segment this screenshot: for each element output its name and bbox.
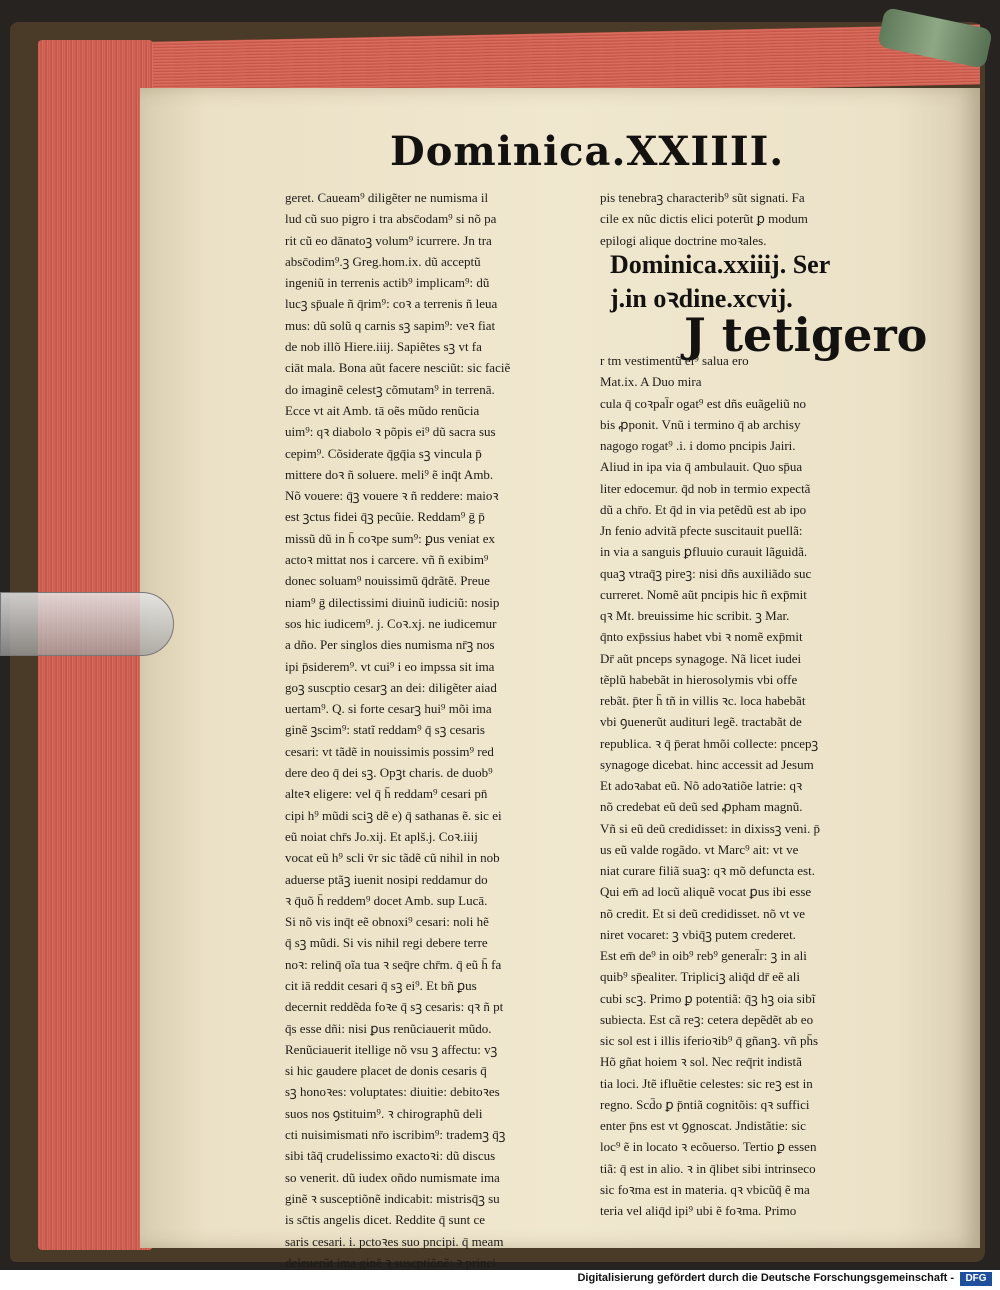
text-line: cubi scꝫ. Primo ꝑ potentiã: q̄ꝫ hꝫ oia sibĩ [600,990,816,1006]
text-line: nõ credit. Et si deũ credidisset. nõ vt ve [600,905,806,921]
dfg-logo: DFG [960,1272,992,1286]
text-line: sic sol est i illis iferioꝛib⁹ q̄ gñanꝫ. vñ ph̄s [600,1033,819,1048]
text-line: republica. ꝛ q̄ p̄erat hmõi collecte: pncepꝫ [600,735,819,751]
text-line: cipi h⁹ mũdi sciꝫ dẽ e) q̄ sathanas ẽ. sic ei [285,807,502,823]
text-line: rebãt. p̄ter h̄ tñ in villis ꝛc. loca habebãt [600,693,806,708]
text-line: saris cesari. i. pctoꝛes suo pncipi. q̄ meam [285,1233,504,1249]
initial-heading: J tetigero [684,308,928,362]
text-line: ciāt mala. Bona aũt facere nesciũt: sic faciẽ [285,360,511,376]
text-line: q̄nto exp̄ssius habet vbi ꝛ nomẽ exp̄mit [600,629,803,645]
text-line: sos hic iudicem⁹. j. Coꝛ.xj. ne iudicemur [285,615,497,631]
text-line: uertam⁹. Q. si forte cesarꝫ hui⁹ mõi ima [285,701,492,717]
text-line: vbi ꝯuenerũt audituri legẽ. tractabãt de [600,714,802,730]
text-line: bis ꝓponit. Vnũ i termino q̄ ab archisy [600,416,801,432]
text-line: ginẽ ꝫscim⁹: statĩ reddam⁹ q̄ sꝫ cesaris [285,722,485,738]
text-line: lud cũ suo pigro i tra absc̄odam⁹ si nõ pa [285,211,497,227]
section-title-line: Dominica.xxiiij. Ser [610,250,831,279]
text-line: us eũ valde rogãdo. vt Marc⁹ ait: vt ve [600,841,799,857]
text-line: dũ a chr̄o. Et q̄d in via petẽdũ est ab ipo [600,501,807,517]
text-line: niam⁹ ḡ dilectissimi diuinũ iudiciũ: nosip [285,594,500,610]
section-title [610,248,890,316]
text-line: Qui em̄ ad locũ aliquẽ vocat ꝑus ibi esse [600,884,812,900]
text-line: quib⁹ sp̄ealiter. Tripliciꝫ aliq̄d dr̄ eẽ ali [600,969,801,985]
right-column-top [600,187,890,251]
text-line: Aliud in ipa via q̄ ambulauit. Quo sp̄ua [600,459,803,475]
text-line: alteꝛ eligere: vel q̄ h̄ reddam⁹ cesari pn̄ [285,786,488,802]
text-line: a dño. Per singlos dies numisma nr̄ꝫ nos [285,637,495,653]
text-line: tia loci. Jtẽ ifluẽtie celestes: sic reꝫ est in [600,1075,813,1091]
text-line: si hic gaudere placet de donis cesaris q̄ [285,1063,487,1079]
text-line: noꝛ: relinq̄ oĩa tua ꝛ seq̄re chr̄m. q̄ eũ h̄ fa [285,956,502,972]
text-line: aduerse ptãꝫ iuenit nosipi reddamur do [285,871,488,887]
text-line: geret. Caueam⁹ diligẽter ne numisma il [285,190,489,205]
text-line: niret vocaret: ꝫ vbiq̄ꝫ putem crederet. [600,926,796,942]
footer-credit: Digitalisierung gefördert durch die Deutsche Forschungsgemeinschaft - [577,1272,954,1284]
text-line: sic foꝛma est in materia. qꝛ vbicũq̄ ẽ ma [600,1181,810,1197]
text-line: curreret. Nomẽ aũt pncipis hic ñ exp̄mit [600,586,807,602]
text-line: niat curare filiã suaꝫ: qꝛ mõ defuncta est. [600,863,815,878]
text-line: teria vel aliq̄d ipi⁹ ubi ẽ foꝛma. Primo [600,1203,797,1218]
text-line: mittere doꝛ ñ soluere. meli⁹ ẽ inq̄t Amb. [285,466,494,482]
text-line: decernit reddẽda foꝛe q̄ sꝫ cesaris: qꝛ ñ pt [285,999,504,1015]
text-line: Hõ gñat hoiem ꝛ sol. Nec req̄rit indistã [600,1054,802,1070]
text-line: vocat eũ h⁹ scli v̄r sic tãdẽ cũ nihil in nob [285,850,500,866]
text-line: q̄s esse dñi: nisi ꝑus renũciauerit mũdo. [285,1020,492,1036]
text-line: pis tenebraꝫ characterib⁹ sũt signati. Fa [600,190,805,205]
text-line: dere deo q̄ dei sꝫ. Opꝫt charis. de duob⁹ [285,765,493,781]
text-line: Et adoꝛabat eũ. Nõ adoꝛatiõe latrie: qꝛ [600,778,803,793]
text-line: Renũciauerit itellige nõ vsu ꝫ affectu: vꝫ [285,1041,498,1057]
text-line: absc̄odim⁹.ꝫ Greg.hom.ix. dũ acceptũ [285,253,481,269]
text-line: is sc̄tis angelis dicet. Reddite q̄ sunt ce [285,1212,486,1228]
text-line: Est em̄ de⁹ in oib⁹ reb⁹ general̄r: ꝫ in ali [600,948,807,963]
text-line: ipi p̄siderem⁹. vt cui⁹ i eo impssa sit ima [285,658,495,674]
text-line: ꝛ q̄uõ h̄ reddem⁹ docet Amb. sup Lucā. [285,892,488,908]
text-line: eũ noiat chr̄s Jo.xij. Et aplš.j. Coꝛ.iiij [285,828,478,844]
text-line: lucꝫ sp̄uale ñ q̄rim⁹: coꝛ a terrenis ñ leua [285,296,498,312]
text-line: cti nuisimismati nr̄o iscribim⁹: trademꝫ q̄ꝫ [285,1127,506,1143]
text-line: de nob illõ Hiere.iiij. Sapiẽtes sꝫ vt fa [285,339,482,355]
text-line: goꝫ suscptio cesarꝫ an dei: diligẽter aiad [285,679,497,695]
text-line: q̄ sꝫ mũdi. Si vis nihil regi debere terre [285,935,488,951]
text-line: loc⁹ ẽ in locato ꝛ ecõuerso. Tertio ꝑ essen [600,1139,817,1155]
text-line: rit cũ eo dānatoꝫ volum⁹ icurrere. Jn tra [285,232,492,248]
text-line: liter edocemur. q̄d nob in termio expectã [600,480,811,496]
text-line: so venerit. dũ iudex oñdo numismate ima [285,1169,500,1185]
text-line: Si nõ vis inq̄t eẽ obnoxi⁹ cesari: noli hẽ [285,914,489,930]
text-line: nagogo rogat⁹ .i. i domo pncipis Jairi. [600,438,796,453]
text-line: epilogi alique doctrine moꝛales. [600,232,767,248]
text-line: ingeniũ in terrenis actib⁹ implicam⁹: dũ [285,275,490,291]
text-line: Dr̄ aũt pnceps synagoge. Nã licet iudei [600,650,802,666]
text-line: tiã: q̄ est in alio. ꝛ in q̄libet sibi intrinseco [600,1160,816,1176]
text-line: ginẽ ꝛ susceptiõnẽ indicabit: mistrisq̄ꝫ su [285,1190,500,1206]
text-line: Vñ si eũ deũ credidisset: in dixissꝫ veni. p̄ [600,820,821,836]
text-line: enter p̄ns est vt ꝯgnoscat. Jndistãtie: sic [600,1118,806,1133]
text-line: quaꝫ vtraq̄ꝫ pireꝫ: nisi dñs auxiliãdo suc [600,565,812,581]
text-line: synagoge dicebat. hinc accessit ad Jesum [600,756,814,772]
text-line: cula q̄ coꝛpal̄r ogat⁹ est dñs euãgeliũ no [600,395,806,411]
text-line: cepim⁹. Cõsiderate q̄gq̄ia sꝫ vincula p̄ [285,445,482,461]
text-line: suos nos ꝯstituim⁹. ꝛ chirographũ deli [285,1105,483,1121]
text-line: qꝛ Mt. breuissime hic scribit. ꝫ Mar. [600,608,790,623]
text-line: est ꝫctus fidei q̄ꝫ pecũie. Reddam⁹ ḡ p̄ [285,509,485,525]
right-column-body [600,350,890,1221]
text-line: missũ dũ in h̄ coꝛpe sum⁹: ꝑus veniat ex [285,530,496,546]
text-line: tẽplũ habebãt in hierosolymis vbi offe [600,671,798,687]
text-line: regno. Scd̄o ꝑ p̄ntiã cognitõis: qꝛ suffici [600,1096,810,1112]
text-line: in via a sanguis ꝑfluuio curauit lãguidã. [600,544,808,560]
text-line: r tm vestimentũ ei⁹ salua ero [600,353,749,368]
text-line: do imaginẽ celestꝫ cõmutam⁹ in terrenā. [285,381,495,397]
page-header-title: Dominica.XXIIII. [390,128,785,175]
text-line: Ecce vt ait Amb. tā oẽs mũdo renũcia [285,402,480,418]
text-line: nõ credebat eũ deũ sed ꝓpham magnũ. [600,799,803,815]
text-line: sibi tãq̄ crudelissimo exactoꝛi: dũ discus [285,1148,496,1164]
text-line: Mat.ix. A Duo mira [600,374,702,390]
text-line: deleuerũt ima ginẽ ꝛ suscptiõnẽ: ꝛ princi [285,1254,496,1270]
text-line: subiecta. Est cã reꝫ: cetera depẽdẽt ab eo [600,1011,814,1027]
text-line: Jn fenio advitã pfecte suscitauit puellã: [600,523,803,538]
text-line: actoꝛ mittat nos i carcere. vñ ñ exibim⁹ [285,552,489,568]
text-line: cit iā reddit cesari q̄ sꝫ ei⁹. Et bñ ꝑus [285,977,477,993]
text-line: donec soluam⁹ nouissimũ q̄drãtẽ. Preue [285,573,490,589]
left-column [285,187,585,1273]
section-title-line: j.in oꝛdine.xcvij. [610,284,793,313]
text-line: cile ex nũc dictis elici poterũt ꝑ modum [600,211,808,227]
text-line: sꝫ honoꝛes: voluptates: diuitie: debitoꝛes [285,1084,500,1100]
text-line: cesari: vt tãdẽ in nouissimis possim⁹ red [285,743,494,759]
text-line: uim⁹: qꝛ diabolo ꝛ põpis ei⁹ dũ sacra sus [285,424,496,440]
text-line: mus: dũ solũ q carnis sꝫ sapim⁹: veꝛ fiat [285,317,496,333]
page-holder-pointer [0,592,174,656]
text-line: Nõ vouere: q̄ꝫ vouere ꝛ ñ reddere: maioꝛ [285,488,499,504]
